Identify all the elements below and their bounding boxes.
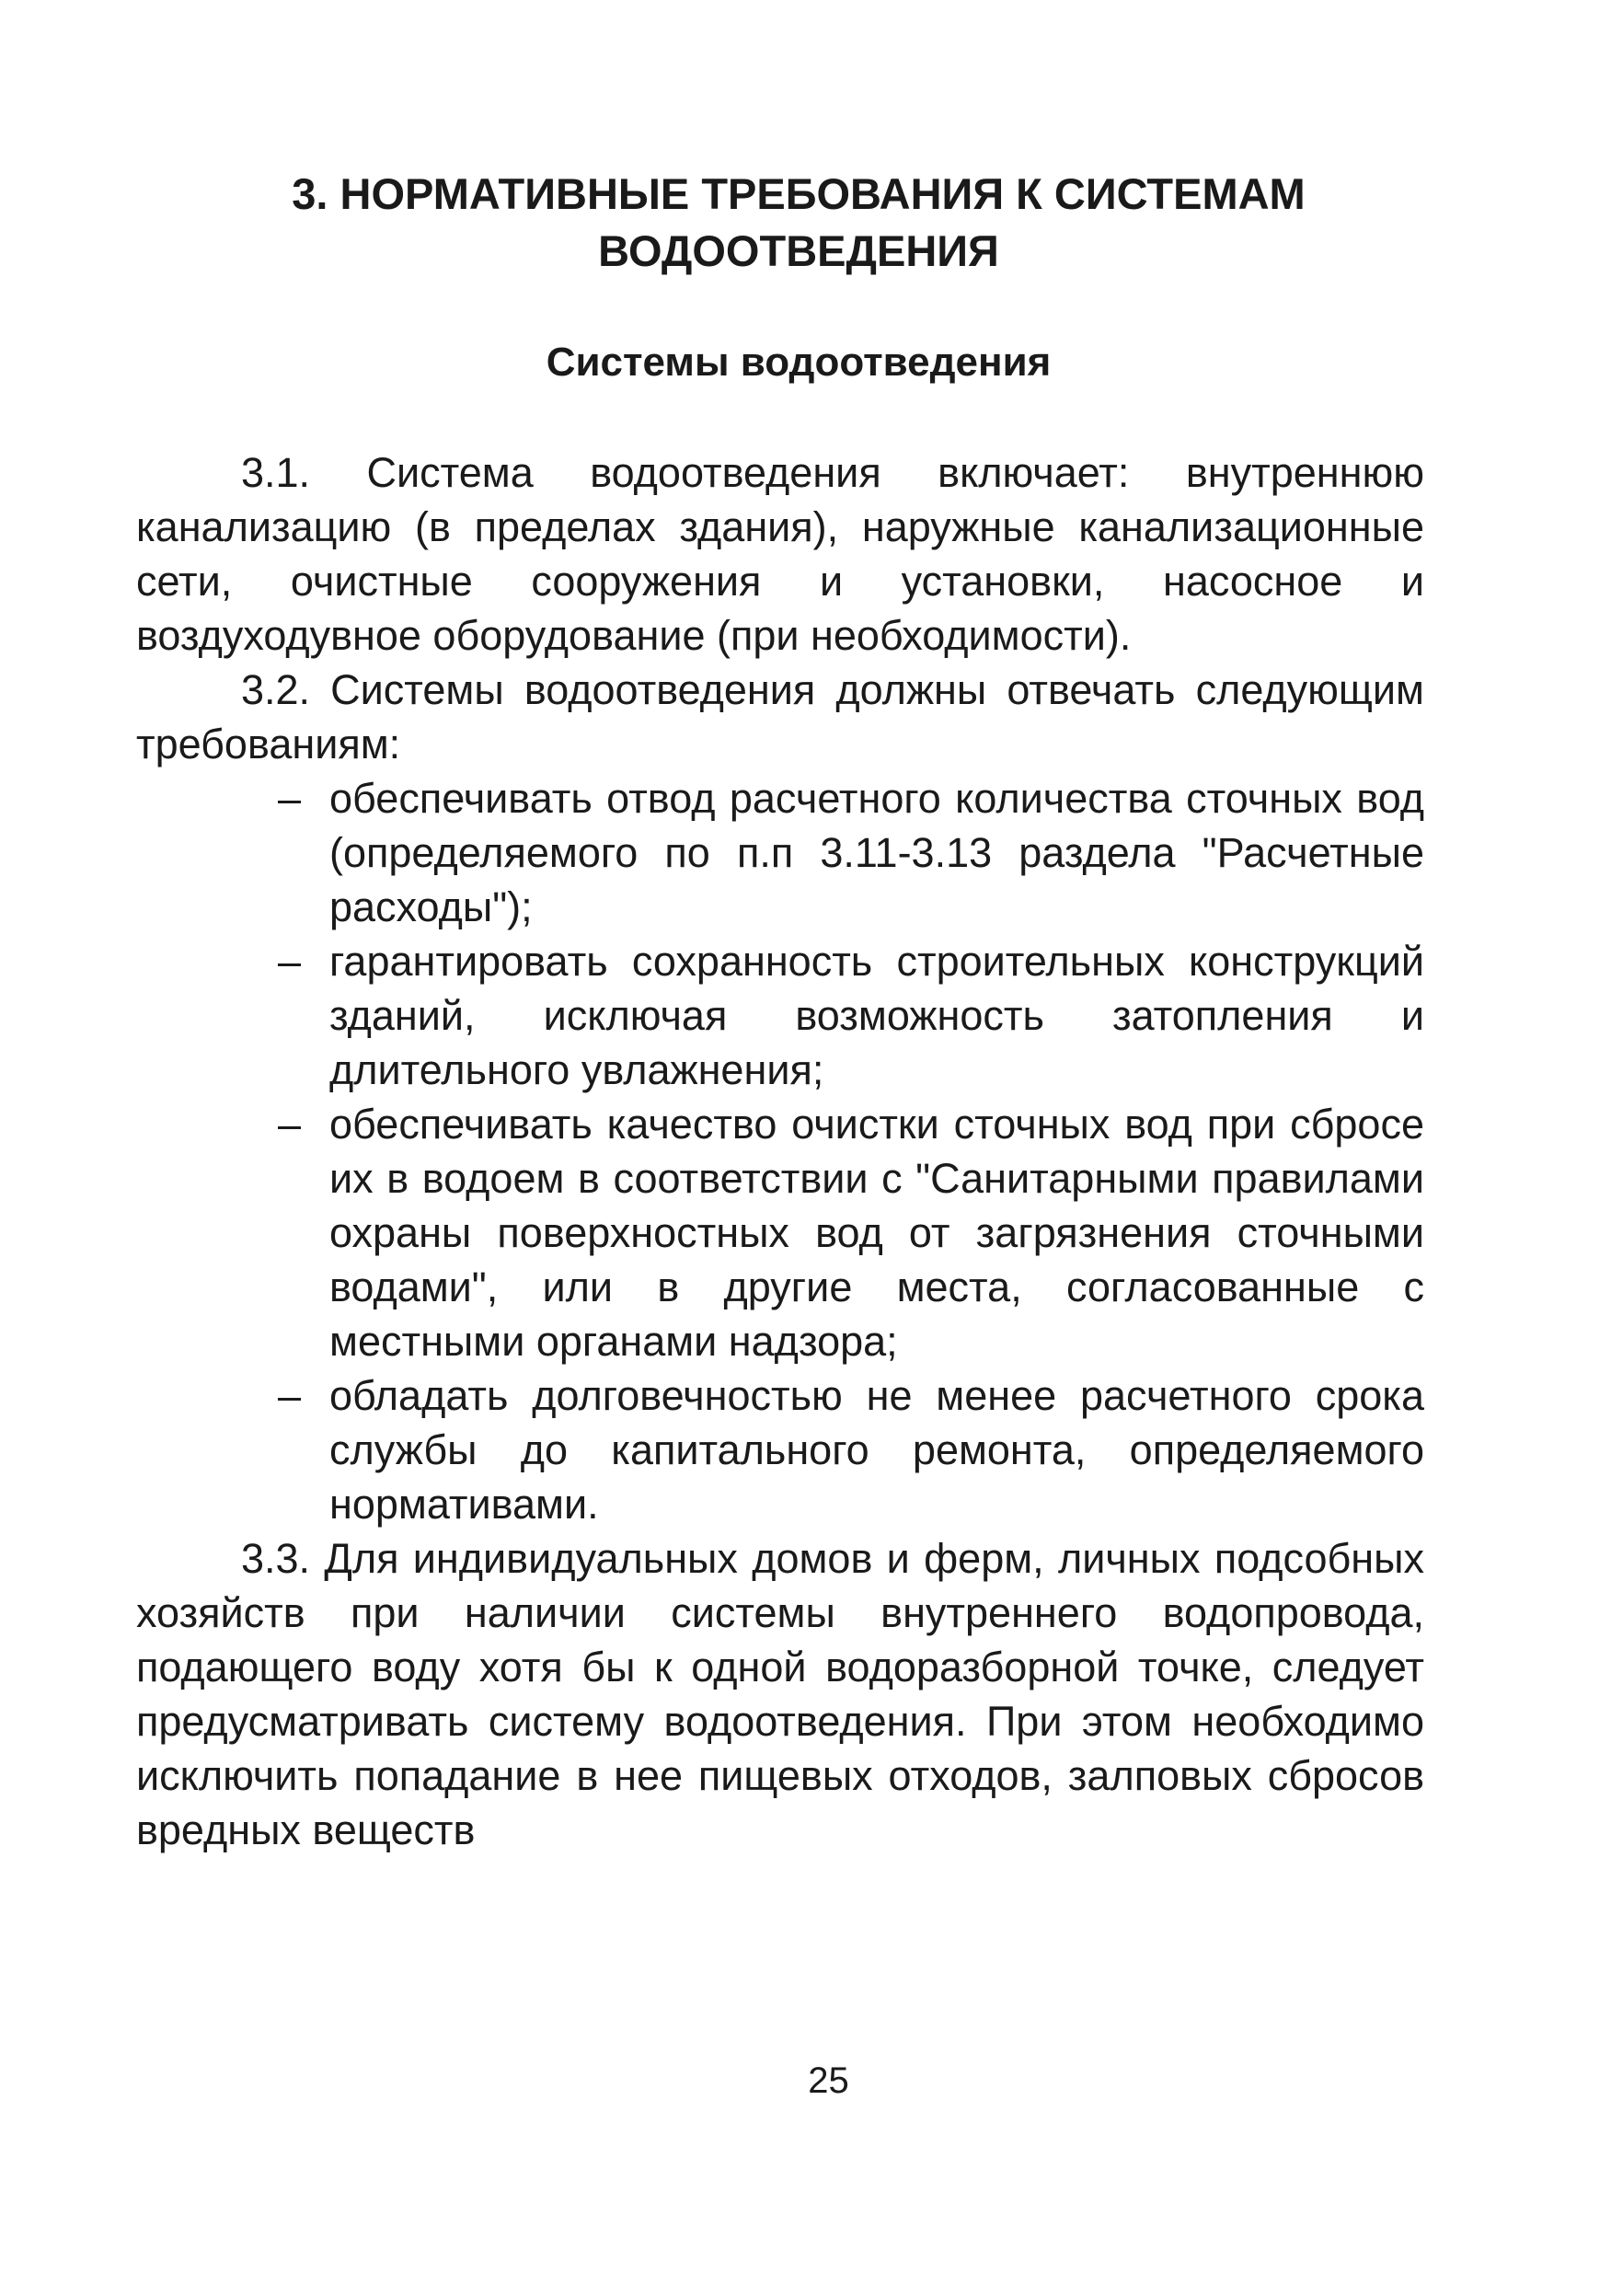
list-item-text: обладать долговечностью не менее расчетного срока службы до капитального ремонта, определяемого нормативами. <box>329 1372 1424 1528</box>
page-content <box>136 166 1424 1857</box>
requirements-list <box>136 771 1424 1531</box>
page-number: 25 <box>808 2060 849 2101</box>
list-item <box>278 1097 1424 1368</box>
list-item <box>278 1368 1424 1531</box>
list-item-text: гарантировать сохранность строительных конструкций зданий, исключая возможность затопления и длительного увлажнения; <box>329 938 1424 1093</box>
list-item-text: обеспечивать качество очистки сточных вод при сбросе их в водоем в соответствии с "Санитарными правилами охраны поверхностных вод от загрязнения сточными водами", или в другие места, согласованные с местными органами надзора; <box>329 1101 1424 1365</box>
list-item-text: обеспечивать отвод расчетного количества сточных вод (определяемого по п.п 3.11-3.13 раздела "Расчетные расходы"); <box>329 775 1424 930</box>
section-title: Системы водоотведения <box>546 340 1052 385</box>
dash-marker: – <box>278 1372 302 1419</box>
dash-marker: – <box>278 775 302 822</box>
paragraph-3-3: 3.3. Для индивидуальных домов и ферм, личных подсобных хозяйств при наличии системы внутреннего водопровода, подающего воду хотя бы к одной водоразборной точке, следует предусматривать систему водоотведения. При этом необходимо исключить попадание в нее пищевых отходов, залповых сбросов вредных веществ <box>136 1535 1424 1853</box>
paragraph-3-1: 3.1. Система водоотведения включает: внутреннюю канализацию (в пределах здания), наружные канализационные сети, очистные сооружения и установки, насосное и воздуходувное оборудование (при необходимости). <box>136 449 1424 659</box>
list-item <box>278 934 1424 1097</box>
dash-marker: – <box>278 938 302 985</box>
chapter-title: 3. НОРМАТИВНЫЕ ТРЕБОВАНИЯ К СИСТЕМАМ ВОДООТВЕДЕНИЯ <box>292 169 1306 275</box>
dash-marker: – <box>278 1101 302 1148</box>
list-item <box>278 771 1424 934</box>
paragraph-3-2: 3.2. Системы водоотведения должны отвечать следующим требованиям: <box>136 666 1424 767</box>
